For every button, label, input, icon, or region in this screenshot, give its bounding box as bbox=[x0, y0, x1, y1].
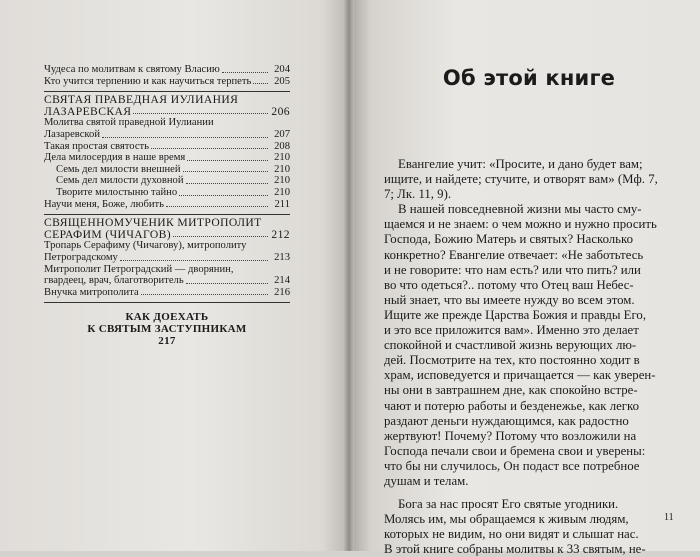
text-line: и это все приложится вам». Именно это делает bbox=[384, 323, 639, 338]
text-line: Господа печали свои и бремена свои и уверены: bbox=[384, 443, 646, 458]
text-line: раздают деньги нуждающимся, как радостно bbox=[384, 413, 629, 428]
toc-section-heading: СВЯЩЕННОМУЧЕНИК МИТРОПОЛИТ СЕРАФИМ (ЧИЧАГОВ) 212 bbox=[44, 216, 290, 241]
text-line: которых не видим, но они видят и слышат нас. bbox=[384, 527, 639, 542]
toc-entry: гвардеец, врач, благотворитель 214 bbox=[44, 275, 290, 287]
toc-entry: Творите милостыню тайно 210 bbox=[56, 186, 290, 198]
chapter-title: Об этой книге bbox=[442, 66, 616, 90]
text-line: дей. Посмотрите на тех, кто постоянно ходит в bbox=[384, 353, 640, 368]
toc-final-heading: КАК ДОЕХАТЬ К СВЯТЫМ ЗАСТУПНИКАМ 217 bbox=[87, 311, 247, 348]
text-line: 7; Лк. 11, 9). bbox=[384, 187, 452, 202]
toc-entry: Дела милосердия в наше время 210 bbox=[44, 152, 290, 164]
text-line: ищите, и найдете; стучите, и отворят вам» (Мф. 7, bbox=[384, 172, 658, 187]
text-line: ны они в завтрашнем дне, как спокойно встре- bbox=[384, 383, 638, 398]
toc-entry: Семь дел милости внешней 210 bbox=[56, 163, 290, 175]
toc-entry: Лазаревской 207 bbox=[44, 128, 290, 140]
divider bbox=[44, 302, 290, 303]
toc-entry: Петроградскому 213 bbox=[44, 251, 290, 263]
toc-entry: Внучка митрополита 216 bbox=[44, 286, 290, 298]
text-line: Молясь им, мы обращаемся к живым людям, bbox=[384, 512, 629, 527]
text-line: что бы ни случилось, Он подаст все потребное bbox=[384, 458, 640, 473]
toc-entry: Научи меня, Боже, любить 211 bbox=[44, 198, 290, 210]
text-line: жертвуют! Почему? Потому что возложили на bbox=[384, 428, 637, 443]
toc-section-heading: СВЯТАЯ ПРАВЕДНАЯ ИУЛИАНИЯ ЛАЗАРЕВСКАЯ 206 bbox=[44, 93, 290, 118]
text-line: душам и телам. bbox=[384, 473, 469, 488]
text-line: В нашей повседневной жизни мы часто сму- bbox=[398, 202, 642, 217]
toc-entry: Молитва святой праведной Иулиании bbox=[44, 117, 214, 129]
toc-entry: Чудеса по молитвам к святому Власию 204 bbox=[44, 64, 290, 75]
toc-entry: Тропарь Серафиму (Чичагову), митрополиту bbox=[44, 240, 247, 252]
text-line: ный знает, что вы имеете нужду во всем этом. bbox=[384, 292, 635, 307]
text-line: чают и потерю работы и безденежье, как легко bbox=[384, 398, 639, 413]
text-line: Бога за нас просят Его святые угодники. bbox=[398, 497, 619, 512]
text-line: и не говорите: что нам есть? или что пить? или bbox=[384, 262, 641, 277]
text-line: В этой книге собраны молитвы к 33 святым, не- bbox=[384, 542, 646, 557]
toc-entry: Такая простая святость 208 bbox=[44, 140, 290, 152]
page-number: 11 bbox=[664, 512, 674, 523]
table-of-contents bbox=[44, 64, 290, 347]
book-spine bbox=[344, 0, 354, 551]
toc-entry: Кто учится терпению и как научиться терпеть 205 bbox=[44, 75, 290, 87]
text-line: спокойной и счастливой жизнь верующих лю- bbox=[384, 338, 637, 353]
text-line: храм, исповедуется и причащается — как уверен- bbox=[384, 368, 656, 383]
text-line: щаемся и не знаем: о чем можно и нужно просить bbox=[384, 217, 657, 232]
text-line: Ищите же прежде Царства Божия и правды Его, bbox=[384, 307, 647, 322]
text-line: Господа, Божию Матерь и святых? Насколько bbox=[384, 232, 633, 247]
text-line: Евангелие учит: «Просите, и дано будет вам; bbox=[398, 157, 643, 171]
toc-entry: Семь дел милости духовной 210 bbox=[56, 175, 290, 187]
text-line: во что одеться?.. потому что Отец ваш Небес- bbox=[384, 277, 634, 292]
text-line: конкретно? Евангелие отвечает: «Не заботьтесь bbox=[384, 247, 644, 262]
toc-entry: Митрополит Петроградский — дворянин, bbox=[44, 263, 234, 275]
left-page bbox=[0, 0, 350, 551]
body-text bbox=[384, 157, 658, 557]
